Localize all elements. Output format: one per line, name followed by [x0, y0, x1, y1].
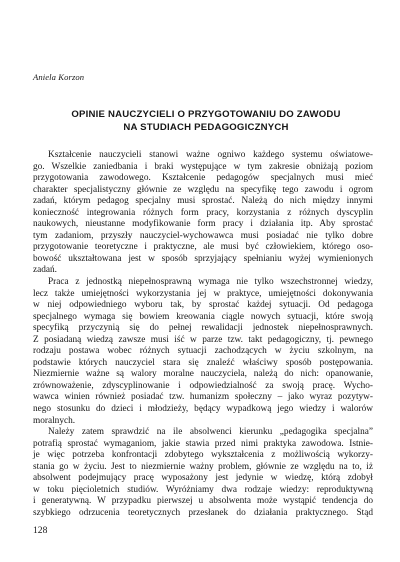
text-line: i generatywną. W przypadku pierwszej u absolwenta może wystąpić tendencja do — [33, 496, 373, 507]
text-line: charakter specjalistyczny głównie ze względu na specyfikę tego zawodu i ogrom — [33, 184, 373, 195]
text-line: specyfiką przyczynią się do pełnej rewalidacji jednostek niepełnosprawnych. — [33, 323, 373, 334]
text-line: Kształcenie nauczycieli stanowi ważne ogniwo każdego systemu oświatowe- — [48, 150, 373, 160]
text-line: przygotowania zawodowego. Kształcenie pedagogów specjalnych musi mieć — [33, 173, 373, 184]
text-line: podstawie których nauczyciel stara się znaleźć właściwy sposób postępowania. — [33, 357, 373, 368]
text-line: potrafią sprostać wymaganiom, jakie stawia przed nimi praktyka zawodowa. Istnie- — [33, 438, 373, 449]
text-line: Należy zatem sprawdzić na ile absolwenci kierunku „pedagogika specjalna” — [48, 427, 373, 438]
text-line: lecz także umiejętności wykorzystania jej w praktyce, umiejętności dokonywania — [33, 288, 373, 299]
text-line: wawca winien również posiadać tzw. humanizm społeczny – jako wyraz pozytyw- — [33, 392, 373, 403]
text-line: specjalnego wymaga się bowiem kreowania ciągle nowych sytuacji, które swoją — [33, 311, 373, 322]
text-line: bowość ukształtowana jest w sposób sprzyjający spełnianiu wyżej wymienionych — [33, 253, 373, 264]
author-name: Aniela Korzon — [33, 72, 85, 82]
title-line: OPINIE NAUCZYCIELI O PRZYGOTOWANIU DO ZAWODU — [71, 109, 341, 120]
text-line: zrównoważenie, zdyscyplinowanie i odpowiedzialność za swoją pracę. Wycho- — [33, 380, 373, 391]
text-line: Z posiadaną wiedzą zawsze musi iść w parze tzw. takt pedagogiczny, tj. pewnego — [33, 334, 373, 345]
text-line: zadań, którym pedagog specjalny musi sprostać. Należą do nich między innymi — [33, 196, 373, 207]
text-line: w toku pięcioletnich studiów. Wyróżniamy dwa rodzaje wiedzy: reproduktywną — [33, 484, 373, 495]
article-title — [40, 108, 372, 134]
text-line: stania go w życiu. Jest to niezmiernie ważny problem, głównie ze względu na to, iż — [33, 461, 373, 472]
text-line: je więc potrzeba konfrontacji zdobytego wykształcenia z możliwością wykorzy- — [33, 450, 373, 461]
text-line: naukowych, nieustanne modyfikowanie form pracy i działania itp. Aby sprostać — [33, 219, 373, 230]
text-line: tym zadaniom, przyszły nauczyciel-wychowawca musi posiadać nie tylko dobre — [33, 230, 373, 241]
text-line: rodzaju postawa wobec różnych sytuacji zachodzących w życiu szkolnym, na — [33, 346, 373, 357]
text-line: moralnych. — [33, 415, 76, 426]
text-line: go. Wszelkie zaniedbania i braki występujące w tym zakresie obniżają poziom — [33, 161, 373, 172]
text-line: Niezmiernie ważne są walory moralne nauczyciela, należą do nich: opanowanie, — [33, 369, 373, 380]
text-line: szybkiego odrzucenia teoretycznych przesłanek do działania praktycznego. Stąd — [33, 507, 373, 518]
text-line: Praca z jednostką niepełnosprawną wymaga nie tylko wszechstronnej wiedzy, — [48, 277, 373, 288]
text-line: zadań. — [33, 265, 58, 276]
text-line: nego stosunku do dzieci i młodzieży, będący wypadkową jego wiedzy i walorów — [33, 404, 373, 415]
text-line: przygotowanie teoretyczne i praktyczne, ale musi być człowiekiem, którego oso- — [33, 242, 373, 253]
text-line: absolwent podejmujący pracę wyposażony jest jedynie w wiedzę, którą zdobył — [33, 473, 373, 484]
title-line: NA STUDIACH PEDAGOGICZNYCH — [123, 122, 289, 133]
page-number: 128 — [33, 525, 48, 536]
article-body — [33, 150, 373, 520]
text-line: konieczność integrowania różnych form pracy, korzystania z różnych dyscyplin — [33, 207, 373, 218]
text-line: w niej odpowiedniego wyboru tak, by sprostać każdej sytuacji. Od pedagoga — [33, 300, 373, 311]
